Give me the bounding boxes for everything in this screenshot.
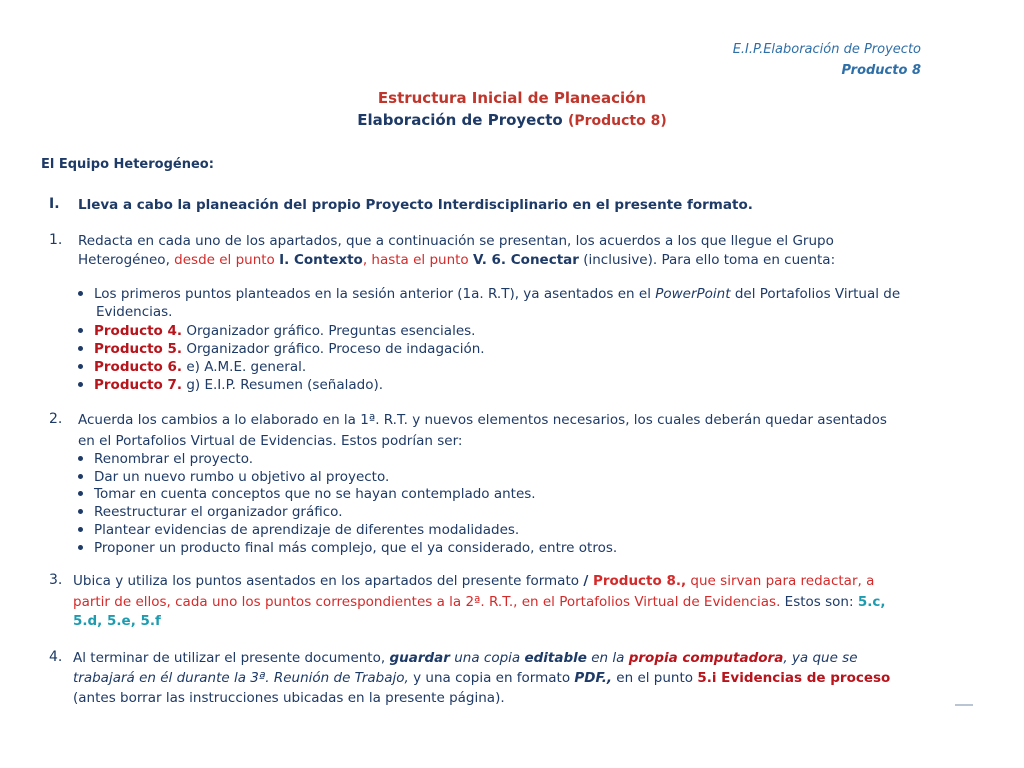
item-1-line-1: Redacta en cada uno de los apartados, que a continuación se presentan, los acuerdos a los que llegue el Grupo [78,233,834,249]
item-3-number: 3. [49,572,63,588]
bullet-icon [78,527,83,532]
bullet-icon [78,474,83,479]
item-4-guardar: guardar [389,650,450,666]
item-4-text-d: en el punto [612,670,698,686]
item-4-text-g: , ya que se [783,650,858,666]
header-document-name: E.I.P.Elaboración de Proyecto [732,42,921,57]
item-1-text-b: desde el punto [174,252,280,268]
bullet-text: Renombrar el proyecto. [94,451,254,467]
item-2-bullet [78,451,253,469]
page-subtitle [0,111,1024,129]
item-4-line-3: (antes borrar las instrucciones ubicadas en la presente página). [73,690,505,706]
bullet-text: Tomar en cuenta conceptos que no se hayan contemplado antes. [94,486,536,502]
bullet-icon [78,545,83,550]
item-4-text-b: y una copia en formato [408,670,575,686]
bullet-text: Proponer un producto final más complejo, que el ya considerado, entre otros. [94,540,618,556]
bullet-text: Organizador gráfico. Preguntas esenciales. [182,323,476,339]
item-4-text-e: en la [586,650,629,666]
item-1-bullet [78,286,900,304]
item-1-bullet-continuation: Evidencias. [96,304,173,320]
item-3-line-3: 5.d, 5.e, 5.f [73,613,161,629]
bullet-icon [78,456,83,461]
bullet-product: Producto 5. [94,341,183,357]
item-I-number: I. [49,196,60,212]
item-1-text-d: , hasta el punto [362,252,473,268]
section-heading: El Equipo Heterogéneo: [41,157,214,172]
bullet-text: Dar un nuevo rumbo u objetivo al proyecto. [94,469,390,485]
item-2-bullet [78,486,536,504]
item-1-line-2 [78,251,835,269]
bullet-text: del Portafolios Virtual de [730,286,901,302]
bullet-text: Plantear evidencias de aprendizaje de diferentes modalidades. [94,522,520,538]
bullet-icon [78,382,83,387]
item-2-bullet [78,540,617,558]
item-I-text: Lleva a cabo la planeación del propio Proyecto Interdisciplinario en el presente formato. [78,197,753,213]
item-3-line-2 [73,593,885,611]
bullet-icon [78,509,83,514]
item-3-text-red: partir de ellos, cada uno los puntos correspondientes a la 2ª. R.T., en el Portafolios Virtual de Evidencias. [73,594,781,610]
item-3-product: Producto 8., [592,573,687,589]
bullet-icon [78,328,83,333]
bullet-icon [78,346,83,351]
item-4-text-c: una copia [449,650,525,666]
item-4-evidencias: 5.i Evidencias de proceso [697,670,891,686]
item-4-editable: editable [524,650,587,666]
item-1-bullet [78,359,306,377]
item-4-line-2 [73,669,890,687]
bullet-text-powerpoint: PowerPoint [655,286,731,302]
item-1-bullet [78,323,475,341]
bullet-icon [78,291,83,296]
item-1-number: 1. [49,232,63,248]
item-1-bullet [78,341,485,359]
item-1-text-f: (inclusive). Para ello toma en cuenta: [578,252,836,268]
item-3-text-d: que sirvan para redactar, a [686,573,875,589]
bullet-text: Organizador gráfico. Proceso de indagación. [182,341,485,357]
bullet-icon [78,491,83,496]
item-3-point-refs: 5.c, [857,594,886,610]
item-4-text-reunion: trabajará en él durante la 3ª. Reunión de Trabajo, [73,670,409,686]
item-4-number: 4. [49,649,63,665]
item-4-computadora: propia computadora [628,650,784,666]
item-3-line-1 [73,572,874,590]
bullet-product: Producto 6. [94,359,183,375]
item-3-slash: / [583,573,593,589]
bullet-text: Reestructurar el organizador gráfico. [94,504,343,520]
subtitle-product: (Producto 8) [567,113,667,129]
item-2-bullet [78,469,389,487]
bullet-text: e) A.M.E. general. [182,359,307,375]
item-2-number: 2. [49,411,63,427]
item-2-line-1: Acuerda los cambios a lo elaborado en la 1ª. R.T. y nuevos elementos necesarios, los cuales deberán quedar asentados [78,412,887,428]
item-3-text-a: Ubica y utiliza los puntos asentados en los apartados del presente formato [73,573,584,589]
bullet-product: Producto 4. [94,323,183,339]
item-2-bullet [78,522,519,540]
subtitle-text: Elaboración de Proyecto [357,111,563,129]
page-title: Estructura Inicial de Planeación [377,89,647,107]
page-number-mark [955,704,973,706]
bullet-text: Los primeros puntos planteados en la sesión anterior (1a. R.T), ya asentados en el [94,286,656,302]
item-1-text-a: Heterogéneo, [78,252,175,268]
item-3-text-estos: Estos son: [780,594,858,610]
bullet-icon [78,364,83,369]
item-1-text-conectar: V. 6. Conectar [473,252,579,268]
item-2-bullet [78,504,342,522]
item-1-bullet [78,377,383,395]
header-product-label: Producto 8 [841,63,921,78]
item-4-text-a: Al terminar de utilizar el presente documento, [73,650,390,666]
item-4-pdf: PDF., [574,670,612,686]
item-1-text-contexto: I. Contexto [279,252,363,268]
bullet-text: g) E.I.P. Resumen (señalado). [182,377,384,393]
item-2-line-2: en el Portafolios Virtual de Evidencias. Estos podrían ser: [78,433,463,449]
bullet-product: Producto 7. [94,377,183,393]
item-4-line-1 [73,649,858,667]
